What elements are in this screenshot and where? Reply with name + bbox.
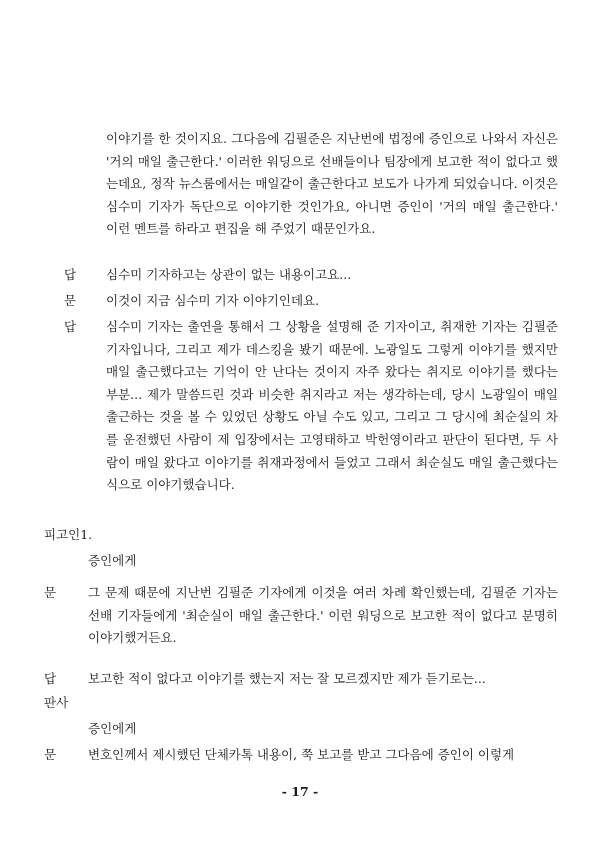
answer-text: 심수미 기자는 출연을 통해서 그 상황을 설명해 준 기자이고, 취재한 기자는 김필준 기자입니다, 그리고 제가 데스킹을 봤기 때문에. 노광일도 그렇게 이야기를 했지만 매일 출근했다고는 기억이 안 난다는 것이지 자주 왔다는 취지로 이야기를 했다는 부분... 제가 말씀드린 것과 비슷한 취지라고 저는 생각하는데, 당시 노광일이 매일 출근하는 것을 볼 수 있었던 상황도 아닐 수도 있고, 그리고 그 당시에 최순실의 차를 운전했던 사람이 제 입장에서는 고영태하고 박헌영이라고 판단이 된다면, 두 사람이 매일 왔다고 이야기를 취재과정에서 들었고 그래서 최순실도 매일 출근했다는 식으로 이야기했습니다. (106, 319, 558, 493)
question-mark: 문 (44, 585, 57, 600)
paragraph-continuation: 이야기를 한 것이지요. 그다음에 김필준은 지난번에 법정에 증인으로 나와서 자신은 '거의 매일 출근한다.' 이러한 워딩으로 선배들이나 팀장에게 보고한 적이 없다고 했는데요, 정작 뉴스룸에서는 매일같이 출근한다고 보도가 나가게 되었습니다. 이것은 심수미 기자가 독단으로 이야기한 것인가요, 아니면 증인이 '거의 매일 출근한다.' 이런 멘트를 하라고 편집을 해 주었기 때문인가요. (106, 131, 558, 237)
question-text: 변호인께서 제시했던 단체카톡 내용이, 쭉 보고를 받고 그다음에 증인이 이렇게 (88, 747, 515, 762)
answer-text: 보고한 적이 없다고 이야기를 했는지 저는 잘 모르겠지만 제가 듣기로는... (88, 671, 486, 686)
answer-mark: 답 (44, 671, 57, 686)
addressee-label: 증인에게 (88, 721, 137, 736)
speaker-label: 피고인1. (44, 527, 93, 542)
answer-text: 심수미 기자하고는 상관이 없는 내용이고요... (106, 267, 352, 282)
addressee-label: 증인에게 (88, 553, 137, 568)
answer-mark: 답 (64, 319, 77, 334)
question-text: 그 문제 때문에 지난번 김필준 기자에게 이것을 여러 차례 확인했는데, 김필준 기자는 선배 기자들에게 '최순실이 매일 출근한다.' 이런 워딩으로 보고한 적이 없다고 분명히 이야기했거든요. (88, 585, 558, 646)
page-number: - 17 - (281, 784, 319, 799)
answer-mark: 답 (64, 267, 77, 282)
question-text: 이것이 지금 심수미 기자 이야기인데요. (106, 293, 320, 308)
speaker-label: 판사 (44, 695, 69, 710)
question-mark: 문 (64, 293, 77, 308)
question-mark: 문 (44, 747, 57, 762)
